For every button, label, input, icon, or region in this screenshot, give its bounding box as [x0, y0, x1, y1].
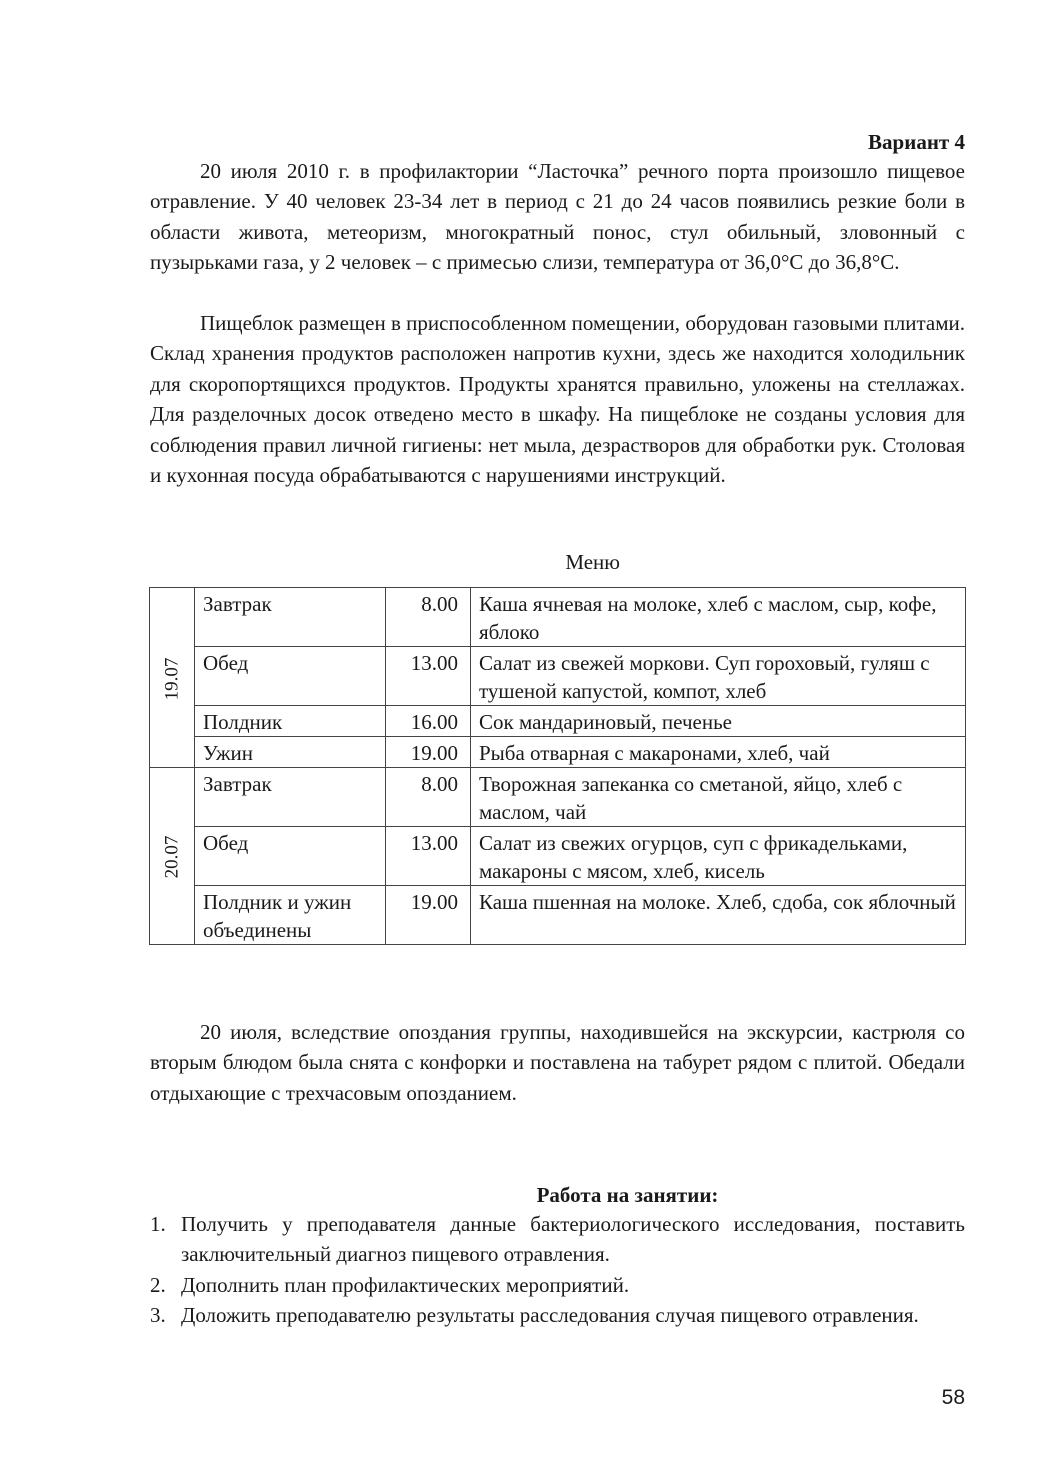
meal-cell: Полдник и ужин объединены [195, 886, 386, 945]
time-cell: 8.00 [386, 768, 471, 827]
page-number: 58 [941, 1386, 965, 1409]
list-item-text: Получить у преподавателя данные бактериологического исследования, поставить заключительный диагноз пищевого отравления. [181, 1212, 965, 1267]
day-date: 20.07 [161, 835, 182, 879]
table-row [150, 827, 966, 886]
list-item [150, 1209, 965, 1270]
dish-cell: Сок мандариновый, печенье [471, 706, 966, 737]
dish-cell: Творожная запеканка со сметаной, яйцо, хлеб с маслом, чай [471, 768, 966, 827]
meal-cell: Завтрак [195, 588, 386, 647]
meal-cell: Обед [195, 647, 386, 706]
time-cell: 13.00 [386, 647, 471, 706]
menu-caption: Меню [565, 550, 620, 574]
list-item-number: 2. [150, 1272, 166, 1297]
meal-cell: Ужин [195, 737, 386, 768]
table-row [150, 737, 966, 768]
day-date: 19.07 [161, 657, 182, 700]
day-cell [150, 588, 195, 768]
kitchen-description-paragraph: Пищеблок размещен в приспособленном помещении, оборудован газовыми плитами. Склад хранения продуктов расположен напротив кухни, здесь же находится холодильник для скоропортящихся продуктов. Продукты хранятся правильно, уложены на стеллажах. Для разделочных досок отведено место в шкафу. На пищеблоке не созданы условия для соблюдения правил личной гигиены: нет мыла, дезрастворов для обработки рук. Столовая и кухонная посуда обрабатываются с нарушениями инструкций. [150, 311, 965, 488]
task-list [150, 1209, 965, 1331]
time-cell: 16.00 [386, 706, 471, 737]
dish-cell: Салат из свежей моркови. Суп гороховый, гуляш с тушеной капустой, компот, хлеб [471, 647, 966, 706]
table-row [150, 706, 966, 737]
time-cell: 19.00 [386, 737, 471, 768]
dish-cell: Салат из свежих огурцов, суп с фрикадельками, макароны с мясом, хлеб, кисель [471, 827, 966, 886]
time-cell: 8.00 [386, 588, 471, 647]
list-item-text: Доложить преподавателю результаты расследования случая пищевого отравления. [181, 1303, 919, 1328]
table-row [150, 768, 966, 827]
case-description-paragraph: 20 июля 2010 г. в профилактории “Ласточка” речного порта произошло пищевое отравление. У 40 человек 23-34 лет в период с 21 до 24 часов появились резкие боли в области живота, метеоризм, многократный понос, стул обильный, зловонный с пузырьками газа, у 2 человек – с примесью слизи, температура от 36,0°С до 36,8°С. [150, 159, 965, 275]
late-lunch-paragraph: 20 июля, вследствие опоздания группы, находившейся на экскурсии, кастрюля со вторым блюдом была снята с конфорки и поставлена на табурет рядом с плитой. Обедали отдыхающие с трехчасовым опозданием. [150, 1020, 965, 1105]
work-section-title: Работа на занятии: [536, 1183, 719, 1207]
meal-cell: Полдник [195, 706, 386, 737]
dish-cell: Каша ячневая на молоке, хлеб с маслом, сыр, кофе, яблоко [471, 588, 966, 647]
list-item [150, 1300, 965, 1330]
dish-cell: Рыба отварная с макаронами, хлеб, чай [471, 737, 966, 768]
time-cell: 19.00 [386, 886, 471, 945]
table-row [150, 886, 966, 945]
list-item-number: 1. [150, 1212, 166, 1236]
meal-cell: Завтрак [195, 768, 386, 827]
variant-title: Вариант 4 [868, 130, 965, 154]
table-row [150, 588, 966, 647]
list-item-number: 3. [150, 1303, 166, 1328]
day-cell [150, 768, 195, 945]
list-item-text: Дополнить план профилактических мероприятий. [181, 1272, 630, 1297]
list-item [150, 1270, 965, 1300]
meal-cell: Обед [195, 827, 386, 886]
table-row [150, 647, 966, 706]
dish-cell: Каша пшенная на молоке. Хлеб, сдоба, сок яблочный [471, 886, 966, 945]
time-cell: 13.00 [386, 827, 471, 886]
menu-table [149, 587, 966, 945]
